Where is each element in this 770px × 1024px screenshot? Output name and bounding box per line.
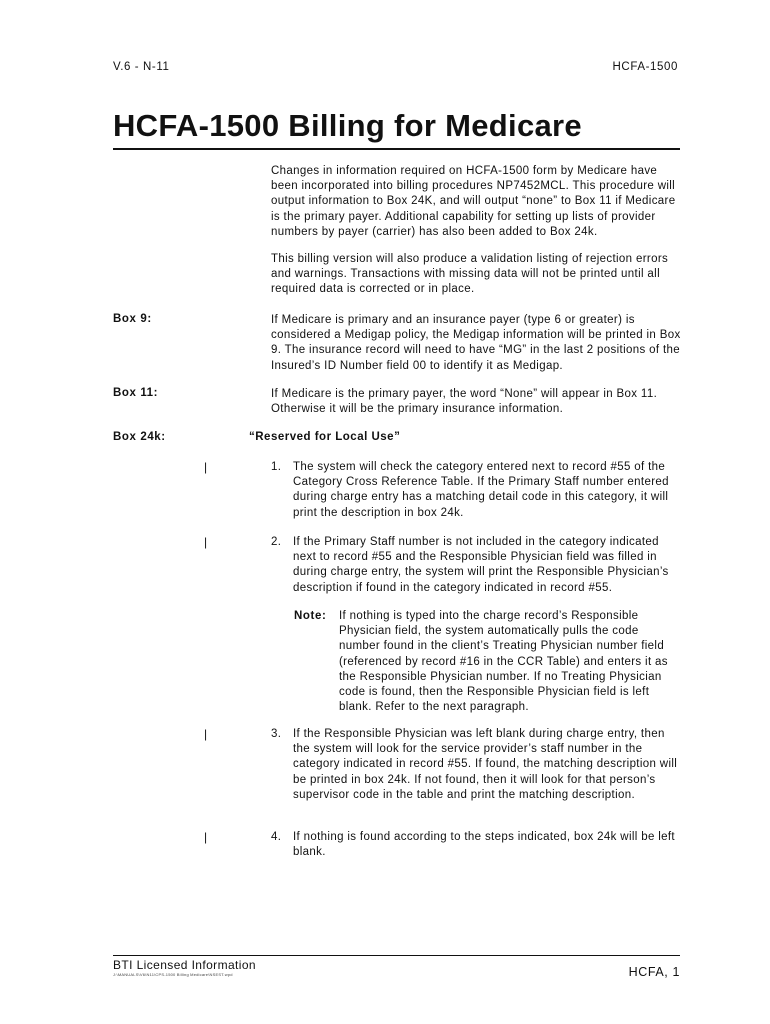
footer-license: BTI Licensed Information (113, 958, 257, 972)
intro-paragraph-2: This billing version will also produce a validation listing of rejection errors and warnings. Transactions with missing data will not be printed until all required data is corrected or in place. (271, 253, 669, 296)
list-item-text: If nothing is found according to the steps indicated, box 24k will be left blank. (293, 831, 675, 859)
box9-text: If Medicare is primary and an insurance payer (type 6 or greater) is considered a Medigap policy, the Medigap information will be printed in Box 9. The insurance record will need to have “MG” in the last 2 positions of the Insured’s ID Number field 00 to identify it as Medigap. (271, 314, 681, 372)
list-item-text: If the Responsible Physician was left blank during charge entry, then the system will look for the service provider’s staff number in the category indicated in record #55. If found, the matching description will be printed in box 24k. If not found, then it will look for that person’s supervisor code in the table and print the matching description. (293, 728, 678, 801)
box9-label: Box 9: (113, 313, 152, 325)
footer-rule (113, 955, 680, 956)
header-form: HCFA-1500 (612, 61, 678, 73)
intro-paragraph-1: Changes in information required on HCFA-1500 form by Medicare have been incorporated into billing procedures NP7452MCL. This procedure will output information to Box 24K, and will output “none” to Box 11 if Medicare is the primary payer. Additional capability for setting up lists of provider numbers by payer (carrier) has also been added to Box 24k. (271, 165, 676, 238)
note-block (294, 609, 681, 715)
list-item-text: The system will check the category entered next to record #55 of the Category Cross Reference Table. If the Primary Staff number entered during charge entry has a matching detail code in this category, it will print the description in box 24k. (293, 461, 669, 519)
box24k-label: Box 24k: (113, 431, 166, 443)
change-bar: | (204, 535, 208, 549)
box24k-heading: “Reserved for Local Use” (249, 431, 401, 443)
list-item-number: 1. (271, 461, 282, 473)
change-bar: | (204, 830, 208, 844)
header-version: V.6 - N-11 (113, 61, 170, 73)
list-item (271, 727, 681, 803)
page-number: HCFA, 1 (628, 965, 680, 979)
change-bar: | (204, 460, 208, 474)
box11-label: Box 11: (113, 387, 159, 399)
note-label: Note: (294, 610, 327, 622)
list-item (271, 460, 681, 521)
list-item-number: 3. (271, 728, 282, 740)
page-title: HCFA-1500 Billing for Medicare (113, 106, 680, 150)
footer-file-path: J:\MANUALS\V6\N11\CPS-1500 Billing Medicare\NSEST.wpd (113, 972, 233, 977)
change-bar: | (204, 727, 208, 741)
list-item-text: If the Primary Staff number is not included in the category indicated next to record #55 and the Responsible Physician field was filled in during charge entry, the system will print the Responsible Physician’s description if found in the category indicated in record #55. (293, 536, 669, 594)
box11-text: If Medicare is the primary payer, the word “None” will appear in Box 11. Otherwise it will be the primary insurance information. (271, 388, 658, 416)
list-item-number: 2. (271, 536, 282, 548)
list-item (271, 830, 681, 860)
note-text: If nothing is typed into the charge record’s Responsible Physician field, the system automatically pulls the code number found in the client’s Treating Physician number field (referenced by record #16 in the CCR Table) and enters it as the Responsible Physician number. If no Treating Physician code is found, then the Responsible Physician field is left blank. Refer to the next paragraph. (339, 610, 668, 714)
list-item (271, 535, 681, 596)
list-item-number: 4. (271, 831, 282, 843)
